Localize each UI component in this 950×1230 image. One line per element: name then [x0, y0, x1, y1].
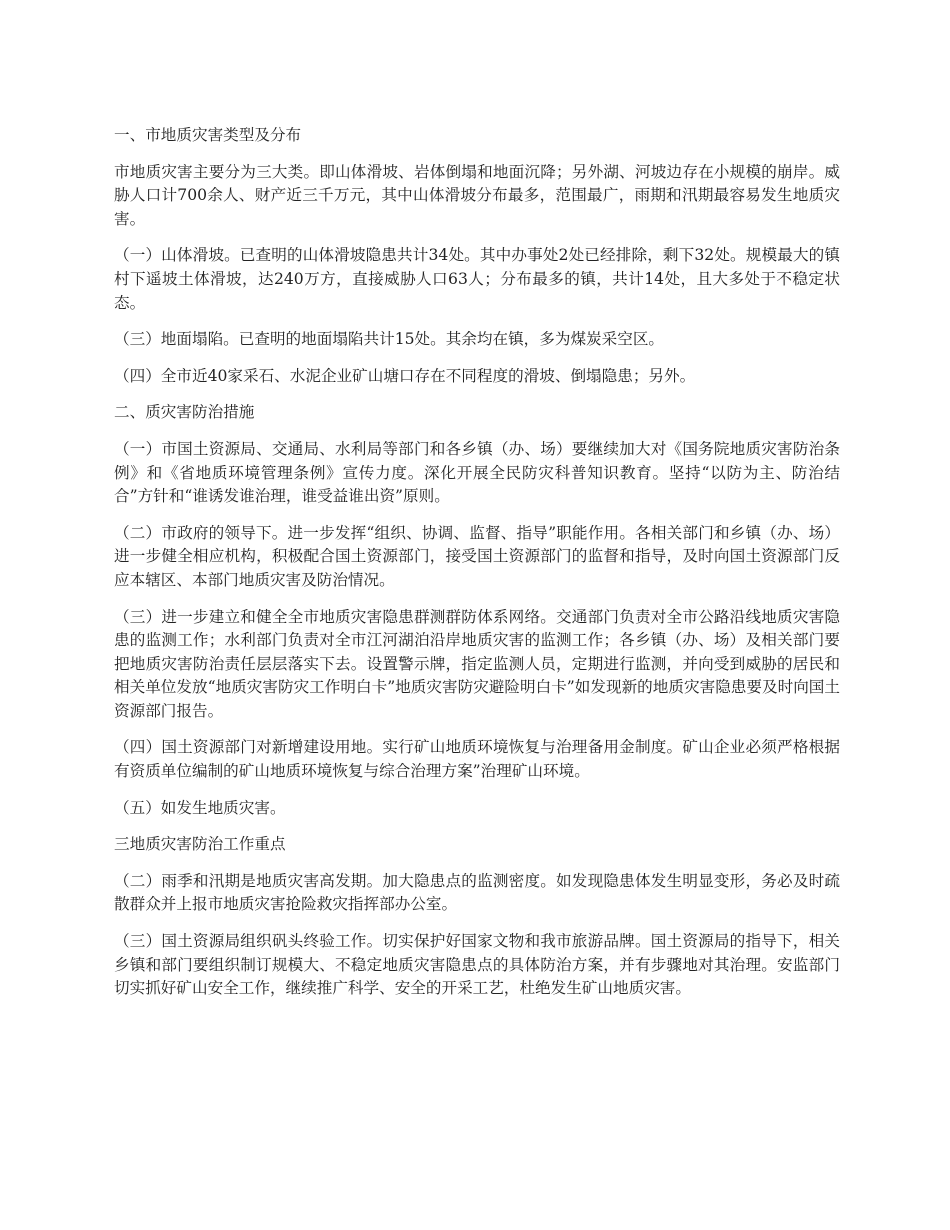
paragraph-subsidence: （三）地面塌陷。已查明的地面塌陷共计15处。其余均在镇，多为煤炭采空区。: [114, 330, 665, 349]
paragraph-measure-1: （一）市国土资源局、交通局、水利局等部门和各乡镇（办、场）要继续加大对《国务院地质灾害防治条例》和《省地质环境管理条例》宣传力度。深化开展全民防灾科普知识教育。坚持“以防为主、防治结合”方针和“谁诱发谁治理，谁受益谁出资”原则。: [114, 439, 840, 506]
paragraph-focus-3: （三）国土资源局组织矾头终验工作。切实保护好国家文物和我市旅游品牌。国土资源局的指导下，相关乡镇和部门要组织制订规模大、不稳定地质灾害隐患点的具体防治方案，并有步骤地对其治理。安监部门切实抓好矿山安全工作，继续推广科学、安全的开采工艺，杜绝发生矿山地质灾害。: [114, 932, 840, 998]
section-heading-3: 三地质灾害防治工作重点: [114, 835, 286, 854]
paragraph-quarry: （四）全市近40家采石、水泥企业矿山塘口存在不同程度的滑坡、倒塌隐患；另外。: [114, 366, 696, 385]
paragraph-landslide: （一）山体滑坡。已查明的山体滑坡隐患共计34处。其中办事处2处已经排除，剩下32处。规模最大的镇村下遥坡土体滑坡，达240万方，直接威胁人口63人；分布最多的镇，共计14处，且大多处于不稳定状态。: [114, 246, 840, 312]
paragraph-measure-4: （四）国土资源部门对新增建设用地。实行矿山地质环境恢复与治理备用金制度。矿山企业必须严格根据有资质单位编制的矿山地质环境恢复与综合治理方案”治理矿山环境。: [114, 738, 840, 781]
paragraph-focus-2: （二）雨季和汛期是地质灾害高发期。加大隐患点的监测密度。如发现隐患体发生明显变形，务必及时疏散群众并上报市地质灾害抢险救灾指挥部办公室。: [114, 871, 840, 914]
section-heading-1: 一、市地质灾害类型及分布: [114, 126, 302, 144]
paragraph-measure-5: （五）如发生地质灾害。: [114, 798, 286, 817]
paragraph-measure-2: （二）市政府的领导下。进一步发挥“组织、协调、监督、指导”职能作用。各相关部门和乡镇（办、场）进一步健全相应机构，积极配合国土资源部门，接受国土资源部门的监督和指导，及时向国土资源部门反应本辖区、本部门地质灾害及防治情况。: [114, 523, 840, 589]
paragraph-measure-3: （三）进一步建立和健全全市地质灾害隐患群测群防体系网络。交通部门负责对全市公路沿线地质灾害隐患的监测工作；水利部门负责对全市江河湖泊沿岸地质灾害的监测工作；各乡镇（办、场）及相关部门要把地质灾害防治责任层层落实下去。设置警示牌，指定监测人员，定期进行监测，并向受到威胁的居民和相关单位发放“地质灾害防灾工作明白卡”地质灾害防灾避险明白卡”如发现新的地质灾害隐患要及时向国土资源部门报告。: [114, 607, 840, 720]
section-heading-2: 二、质灾害防治措施: [114, 403, 255, 422]
paragraph-overview: 市地质灾害主要分为三大类。即山体滑坡、岩体倒塌和地面沉降；另外湖、河坡边存在小规模的崩岸。威胁人口计700余人、财产近三千万元，其中山体滑坡分布最多，范围最广，雨期和汛期最容易发生地质灾害。: [114, 162, 840, 228]
